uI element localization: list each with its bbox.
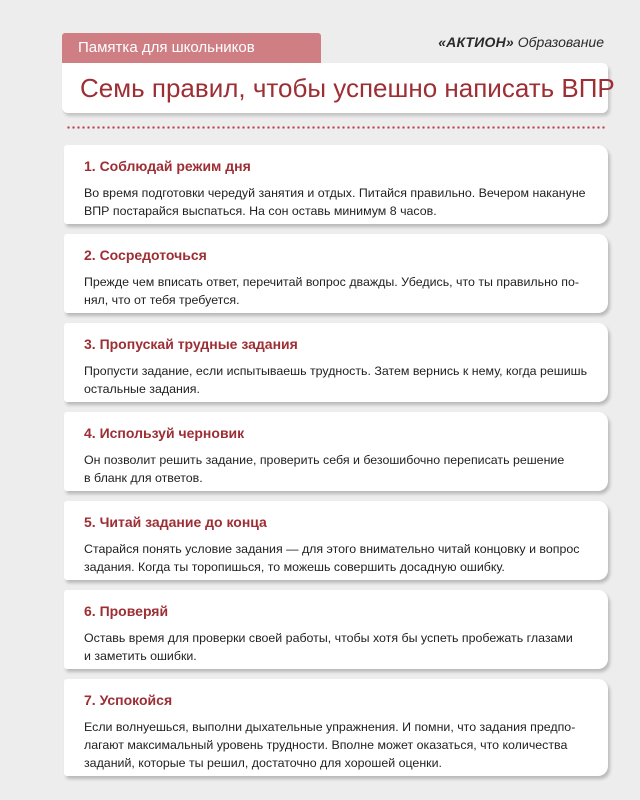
rule-text-line: в бланк для ответов. bbox=[84, 471, 203, 485]
rule-text-line: Если волнуешься, выполни дыхательные упражнения. И помни, что задания предпо- bbox=[84, 720, 576, 734]
rule-text-line: остальные задания. bbox=[84, 382, 200, 396]
rule-title: 4. Используй черновик bbox=[84, 425, 245, 441]
rule-text-line: Старайся понять условие задания — для этого внимательно читай концовку и вопрос bbox=[84, 542, 580, 556]
rule-title: 3. Пропускай трудные задания bbox=[84, 336, 298, 352]
rule-text-line: ВПР постарайся выспаться. На сон оставь минимум 8 часов. bbox=[84, 204, 437, 218]
rule-card-4 bbox=[64, 412, 608, 491]
rule-text-line: Прежде чем вписать ответ, перечитай вопрос дважды. Убедись, что ты правильно по- bbox=[84, 275, 579, 289]
rule-text-line: Он позволит решить задание, проверить себя и безошибочно переписать решение bbox=[84, 453, 565, 467]
rule-text bbox=[84, 451, 588, 487]
rule-text bbox=[84, 273, 588, 309]
page-title: Семь правил, чтобы успешно написать ВПР bbox=[80, 73, 615, 103]
rule-card-3 bbox=[64, 323, 608, 402]
rule-text-line: Во время подготовки чередуй занятия и отдых. Питайся правильно. Вечером накануне bbox=[84, 186, 586, 200]
rule-text-line: и заметить ошибки. bbox=[84, 649, 197, 663]
rule-text-line: Оставь время для проверки своей работы, чтобы хотя бы успеть пробежать глазами bbox=[84, 631, 573, 645]
rule-text bbox=[84, 718, 588, 772]
rule-text-line: задания. Когда ты торопишься, то можешь совершить досадную ошибку. bbox=[84, 560, 505, 574]
rule-text-line: заданий, которые ты решил, достаточно для хорошей оценки. bbox=[84, 756, 442, 770]
rule-text-line: Пропусти задание, если испытываешь трудность. Затем вернись к нему, когда решишь bbox=[84, 364, 588, 378]
rule-text bbox=[84, 184, 588, 220]
category-tag-label: Памятка для школьников bbox=[78, 39, 255, 56]
rule-text-line: лагают максимальный уровень трудности. Вполне может оказаться, что количества bbox=[84, 738, 568, 752]
title-box bbox=[62, 63, 615, 113]
rule-text bbox=[84, 629, 588, 665]
rule-text bbox=[84, 540, 588, 576]
brand-subtitle: Образование bbox=[517, 34, 604, 50]
brand-name: «АКТИОН» bbox=[438, 34, 514, 50]
rule-title: 6. Проверяй bbox=[84, 603, 169, 619]
rule-card-5 bbox=[64, 501, 608, 580]
rule-title: 7. Успокойся bbox=[84, 692, 173, 708]
brand-logo bbox=[438, 33, 604, 51]
rule-card-2 bbox=[64, 234, 608, 313]
dotted-divider bbox=[66, 126, 606, 129]
category-tag bbox=[62, 33, 321, 63]
rule-card-6 bbox=[64, 590, 608, 669]
rule-title: 2. Сосредоточься bbox=[84, 247, 207, 263]
rule-card-7 bbox=[64, 679, 608, 776]
rule-card-1 bbox=[64, 145, 608, 224]
rule-text-line: нял, что от тебя требуется. bbox=[84, 293, 240, 307]
rule-title: 1. Соблюдай режим дня bbox=[84, 158, 251, 174]
rule-title: 5. Читай задание до конца bbox=[84, 514, 267, 530]
rule-text bbox=[84, 362, 588, 398]
